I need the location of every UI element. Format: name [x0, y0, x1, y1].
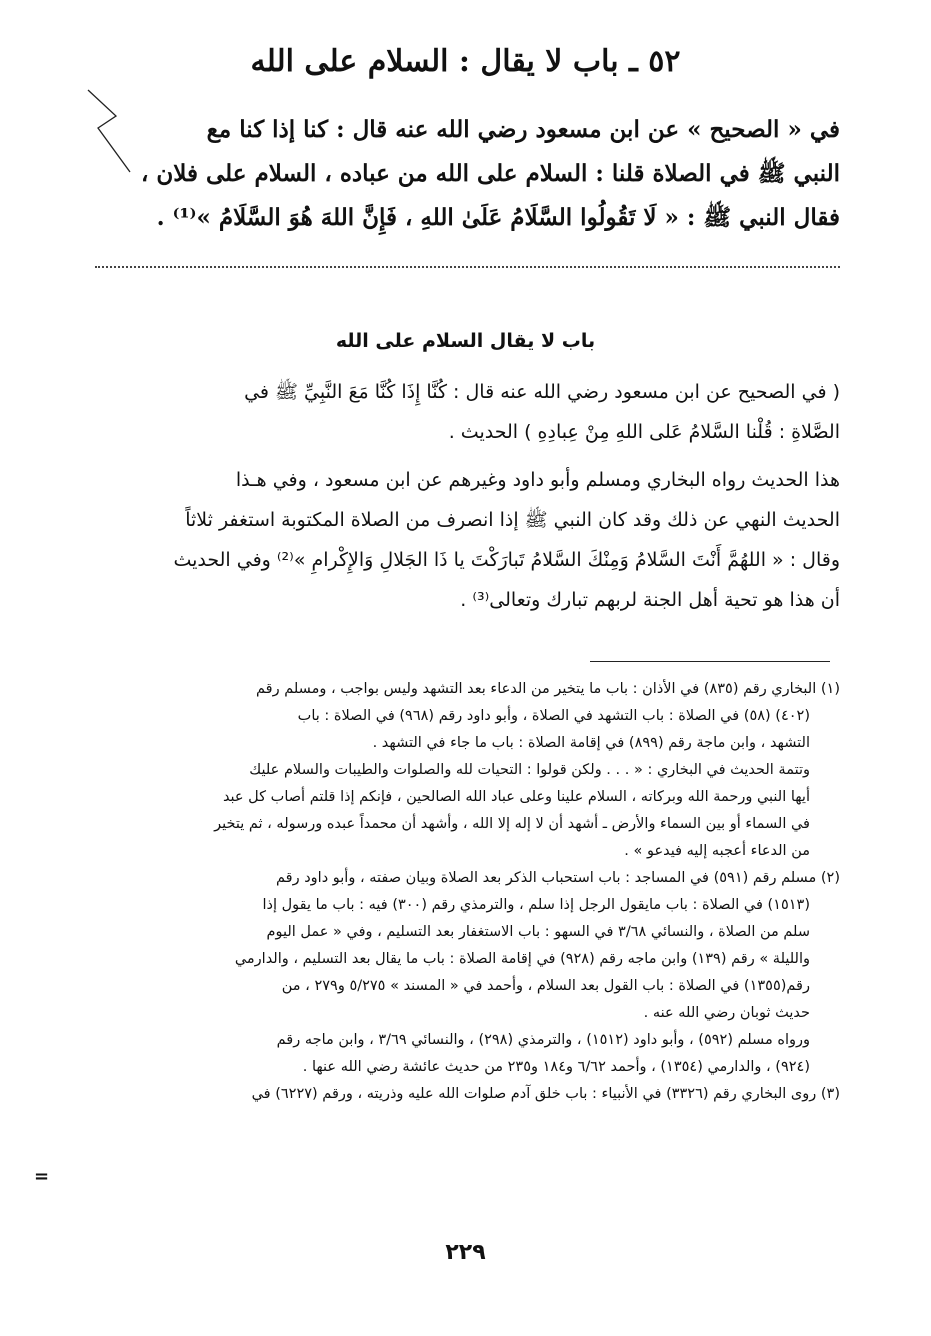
footnote-line: في السماء أو بين السماء والأرض ـ أشهد أن لا إله إلا الله ، وأشهد أن محمداً عبده ورسوله ، ثم يتخير [214, 816, 810, 832]
footnote-line: التشهد ، وابن ماجة رقم (٨٩٩) في إقامة الصلاة : باب ما جاء في التشهد . [372, 735, 810, 751]
footnote-line: حديث ثوبان رضي الله عنه . [643, 1005, 810, 1021]
footnotes [80, 676, 840, 1108]
footnote-line: وتتمة الحديث في البخاري : « . . . ولكن قولوا : التحيات لله والصلوات والطيبات والسلام عليك [249, 762, 810, 778]
main-text-line: النبي ﷺ في الصلاة قلنا : السلام على الله من عباده ، السلام على فلان ، [140, 160, 840, 187]
footnote-line: سلم من الصلاة ، والنسائي ٣/٦٨ في السهو : باب الاستغفار بعد التسليم ، وفي « عمل اليوم [266, 924, 810, 940]
footnote-line: من الدعاء أعجبه إليه فيدعو » . [624, 843, 810, 859]
footnote-line: ورواه مسلم (٥٩٢) ، وأبو داود (١٥١٢) ، والترمذي (٢٩٨) ، والنسائي ٣/٦٩ ، وابن ماجه رقم [276, 1032, 810, 1048]
footnote-line: (١) البخاري رقم (٨٣٥) في الأذان : باب ما يتخير من الدعاء بعد التشهد وليس بواجب ، ومسلم رقم [256, 681, 840, 697]
main-text [95, 108, 840, 240]
continuation-mark: = [34, 1166, 50, 1187]
commentary-line: الحديث النهي عن ذلك وقد كان النبي ﷺ إذا انصرف من الصلاة المكتوبة استغفر ثلاثاً [185, 509, 840, 531]
footnote-line: رقم(١٣٥٥) في الصلاة : باب القول بعد السلام ، وأحمد في « المسند » ٥/٢٧٥ و٢٧٩ ، من [281, 978, 810, 994]
commentary-quote [95, 372, 840, 452]
footnote-line: والليلة » رقم (١٣٩) وابن ماجه رقم (٩٢٨) في إقامة الصلاة : باب ما يقال بعد التسليم ، والدارمي [234, 951, 810, 967]
footnote-line: (٢) مسلم رقم (٥٩١) في المساجد : باب استحباب الذكر بعد الصلاة وبيان صفته ، وأبو داود رقم [276, 870, 840, 886]
main-text-line: في « الصحيح » عن ابن مسعود رضي الله عنه قال : كنا إذا كنا مع [206, 116, 840, 143]
commentary-line: هذا الحديث رواه البخاري ومسلم وأبو داود وغيرهم عن ابن مسعود ، وفي هـذا [235, 469, 840, 491]
footnote-line: (١٥١٣) في الصلاة : باب مايقول الرجل إذا سلم ، والترمذي رقم (٣٠٠) فيه : باب ما يقول إذا [262, 897, 810, 913]
chapter-title: ٥٢ ـ باب لا يقال : السلام على الله [250, 44, 681, 79]
commentary-quote-line: ( في الصحيح عن ابن مسعود رضي الله عنه قال : كُنَّا إِذَا كُنَّا مَعَ النَّبِيِّ ﷺ في [244, 381, 840, 403]
commentary-line: وقال : « اللهُمَّ أَنْتَ السَّلامُ وَمِنْكَ السَّلامُ تَبارَكْتَ يا ذَا الجَلالِ وَالإِكْرامِ »⁽²⁾ وفي الحديث [173, 549, 840, 571]
footnote-line: (٩٢٤) ، والدارمي (١٣٥٤) ، وأحمد ٦/٦٢ و١٨٤ و٢٣٥ من حديث عائشة رضي الله عنها . [302, 1059, 810, 1075]
footnote-line: أيها النبي ورحمة الله وبركاته ، السلام علينا وعلى عباد الله الصالحين ، فإنكم إذا قلتم أصاب كل عبد [222, 789, 810, 805]
footnote-line: (٤٠٢) (٥٨) في الصلاة : باب التشهد في الصلاة ، وأبو داود رقم (٩٦٨) في الصلاة : باب [297, 708, 810, 724]
page-number: ٢٢٩ [445, 1240, 486, 1265]
commentary-quote-line: الصَّلاةِ : قُلْنا السَّلامُ عَلى اللهِ مِنْ عِبادِهِ ) الحديث . [448, 421, 840, 443]
commentary-title: باب لا يقال السلام على الله [335, 330, 596, 352]
commentary-line: أن هذا هو تحية أهل الجنة لربهم تبارك وتعالى⁽³⁾ . [460, 589, 840, 611]
footnote-line: (٣) روى البخاري رقم (٣٣٢٦) في الأنبياء : باب خلق آدم صلوات الله عليه وذريته ، ورقم (٦٢٢٧) في [251, 1086, 840, 1102]
main-text-line: فقال النبي ﷺ : « لَا تَقُولُوا السَّلَامُ عَلَىٰ اللهِ ، فَإِنَّ اللهَ هُوَ السَّلَامُ »⁽¹⁾ . [156, 204, 840, 231]
footnote-rule [590, 661, 830, 662]
dotted-separator [95, 266, 840, 268]
commentary-body [95, 460, 840, 620]
